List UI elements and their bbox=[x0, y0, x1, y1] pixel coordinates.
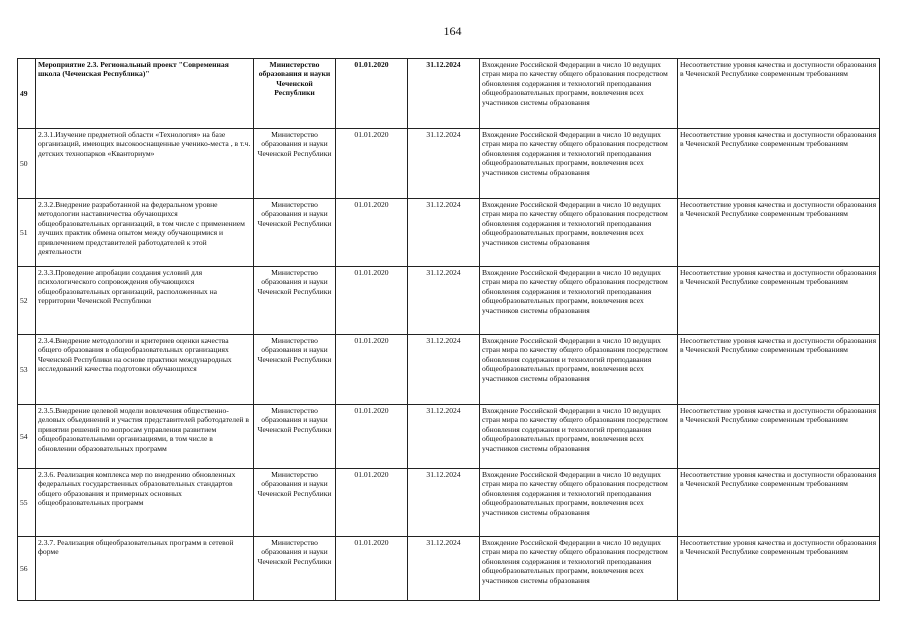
table-row bbox=[18, 335, 880, 405]
end-date-cell: 31.12.2024 bbox=[408, 199, 480, 267]
table-row bbox=[18, 267, 880, 335]
event-cell: Мероприятие 2.3. Региональный проект "Современная школа (Чеченская Республика)" bbox=[36, 59, 254, 129]
expected-result-cell: Вхождение Российской Федерации в число 10 ведущих стран мира по качеству общего образования посредством обновления содержания и технологий преподавания общеобразовательных программ, вовлечения всех участников системы образования bbox=[480, 335, 678, 405]
row-number: 55 bbox=[18, 469, 36, 537]
organization-cell: Министерство образования и науки Чеченской Республики bbox=[254, 129, 336, 199]
problem-cell: Несоответствие уровня качества и доступности образования в Чеченской Республике современным требованиям bbox=[678, 405, 880, 469]
event-cell: 2.3.3.Проведение апробации создания условий для психологического сопровождения обучающихся общеобразовательных организаций, расположенных на территории Чеченской Республики bbox=[36, 267, 254, 335]
table-row bbox=[18, 469, 880, 537]
end-date-cell: 31.12.2024 bbox=[408, 129, 480, 199]
row-number: 56 bbox=[18, 537, 36, 601]
organization-cell: Министерство образования и науки Чеченской Республики bbox=[254, 267, 336, 335]
end-date-cell: 31.12.2024 bbox=[408, 405, 480, 469]
table-row bbox=[18, 129, 880, 199]
end-date-cell: 31.12.2024 bbox=[408, 59, 480, 129]
expected-result-cell: Вхождение Российской Федерации в число 10 ведущих стран мира по качеству общего образования посредством обновления содержания и технологий преподавания общеобразовательных программ, вовлечения всех участников системы образования bbox=[480, 199, 678, 267]
row-number: 51 bbox=[18, 199, 36, 267]
row-number: 53 bbox=[18, 335, 36, 405]
problem-cell: Несоответствие уровня качества и доступности образования в Чеченской Республике современным требованиям bbox=[678, 335, 880, 405]
end-date-cell: 31.12.2024 bbox=[408, 469, 480, 537]
event-cell: 2.3.5.Внедрение целевой модели вовлечения общественно-деловых объединений и участия представителей работодателей в принятии решений по вопросам управления развитием общеобразовательными организациями, в том числе в обновлении образовательных программ bbox=[36, 405, 254, 469]
problem-cell: Несоответствие уровня качества и доступности образования в Чеченской Республике современным требованиям bbox=[678, 199, 880, 267]
expected-result-cell: Вхождение Российской Федерации в число 10 ведущих стран мира по качеству общего образования посредством обновления содержания и технологий преподавания общеобразовательных программ, вовлечения всех участников системы образования bbox=[480, 469, 678, 537]
event-cell: 2.3.4.Внедрение методологии и критериев оценки качества общего образования в общеобразовательных организациях Чеченской Республики на основе практики международных исследований качества подготовки обучающихся bbox=[36, 335, 254, 405]
start-date-cell: 01.01.2020 bbox=[336, 129, 408, 199]
event-cell: 2.3.1.Изучение предметной области «Технология» на базе организаций, имеющих высокооснащенные ученико-места , в т.ч. детских технопарков «Кванториум» bbox=[36, 129, 254, 199]
end-date-cell: 31.12.2024 bbox=[408, 335, 480, 405]
organization-cell: Министерство образования и науки Чеченской Республики bbox=[254, 59, 336, 129]
expected-result-cell: Вхождение Российской Федерации в число 10 ведущих стран мира по качеству общего образования посредством обновления содержания и технологий преподавания общеобразовательных программ, вовлечения всех участников системы образования bbox=[480, 267, 678, 335]
table-row bbox=[18, 405, 880, 469]
event-cell: 2.3.2.Внедрение разработанной на федеральном уровне методологии наставничества обучающихся общеобразовательных организаций, в том числе с применением лучших практик обмена опытом между обучающимися и привлечением представителей работодателей к этой деятельности bbox=[36, 199, 254, 267]
problem-cell: Несоответствие уровня качества и доступности образования в Чеченской Республике современным требованиям bbox=[678, 129, 880, 199]
start-date-cell: 01.01.2020 bbox=[336, 267, 408, 335]
end-date-cell: 31.12.2024 bbox=[408, 537, 480, 601]
expected-result-cell: Вхождение Российской Федерации в число 10 ведущих стран мира по качеству общего образования посредством обновления содержания и технологий преподавания общеобразовательных программ, вовлечения всех участников системы образования bbox=[480, 405, 678, 469]
start-date-cell: 01.01.2020 bbox=[336, 469, 408, 537]
row-number: 50 bbox=[18, 129, 36, 199]
expected-result-cell: Вхождение Российской Федерации в число 10 ведущих стран мира по качеству общего образования посредством обновления содержания и технологий преподавания общеобразовательных программ, вовлечения всех участников системы образования bbox=[480, 129, 678, 199]
problem-cell: Несоответствие уровня качества и доступности образования в Чеченской Республике современным требованиям bbox=[678, 59, 880, 129]
organization-cell: Министерство образования и науки Чеченской Республики bbox=[254, 405, 336, 469]
event-cell: 2.3.7. Реализация общеобразовательных программ в сетевой форме bbox=[36, 537, 254, 601]
problem-cell: Несоответствие уровня качества и доступности образования в Чеченской Республике современным требованиям bbox=[678, 267, 880, 335]
table-body bbox=[18, 59, 880, 601]
table-row bbox=[18, 59, 880, 129]
organization-cell: Министерство образования и науки Чеченской Республики bbox=[254, 335, 336, 405]
organization-cell: Министерство образования и науки Чеченской Республики bbox=[254, 469, 336, 537]
end-date-cell: 31.12.2024 bbox=[408, 267, 480, 335]
row-number: 49 bbox=[18, 59, 36, 129]
organization-cell: Министерство образования и науки Чеченской Республики bbox=[254, 199, 336, 267]
start-date-cell: 01.01.2020 bbox=[336, 59, 408, 129]
start-date-cell: 01.01.2020 bbox=[336, 537, 408, 601]
page-number: 164 bbox=[443, 24, 462, 38]
events-table bbox=[17, 58, 880, 601]
problem-cell: Несоответствие уровня качества и доступности образования в Чеченской Республике современным требованиям bbox=[678, 469, 880, 537]
start-date-cell: 01.01.2020 bbox=[336, 405, 408, 469]
expected-result-cell: Вхождение Российской Федерации в число 10 ведущих стран мира по качеству общего образования посредством обновления содержания и технологий преподавания общеобразовательных программ, вовлечения всех участников системы образования bbox=[480, 537, 678, 601]
expected-result-cell: Вхождение Российской Федерации в число 10 ведущих стран мира по качеству общего образования посредством обновления содержания и технологий преподавания общеобразовательных программ, вовлечения всех участников системы образования bbox=[480, 59, 678, 129]
event-cell: 2.3.6. Реализация комплекса мер по внедрению обновленных федеральных государственных образовательных стандартов общего образования и примерных основных общеобразовательных программ bbox=[36, 469, 254, 537]
row-number: 52 bbox=[18, 267, 36, 335]
table-row bbox=[18, 537, 880, 601]
problem-cell: Несоответствие уровня качества и доступности образования в Чеченской Республике современным требованиям bbox=[678, 537, 880, 601]
start-date-cell: 01.01.2020 bbox=[336, 335, 408, 405]
start-date-cell: 01.01.2020 bbox=[336, 199, 408, 267]
row-number: 54 bbox=[18, 405, 36, 469]
table-row bbox=[18, 199, 880, 267]
organization-cell: Министерство образования и науки Чеченской Республики bbox=[254, 537, 336, 601]
